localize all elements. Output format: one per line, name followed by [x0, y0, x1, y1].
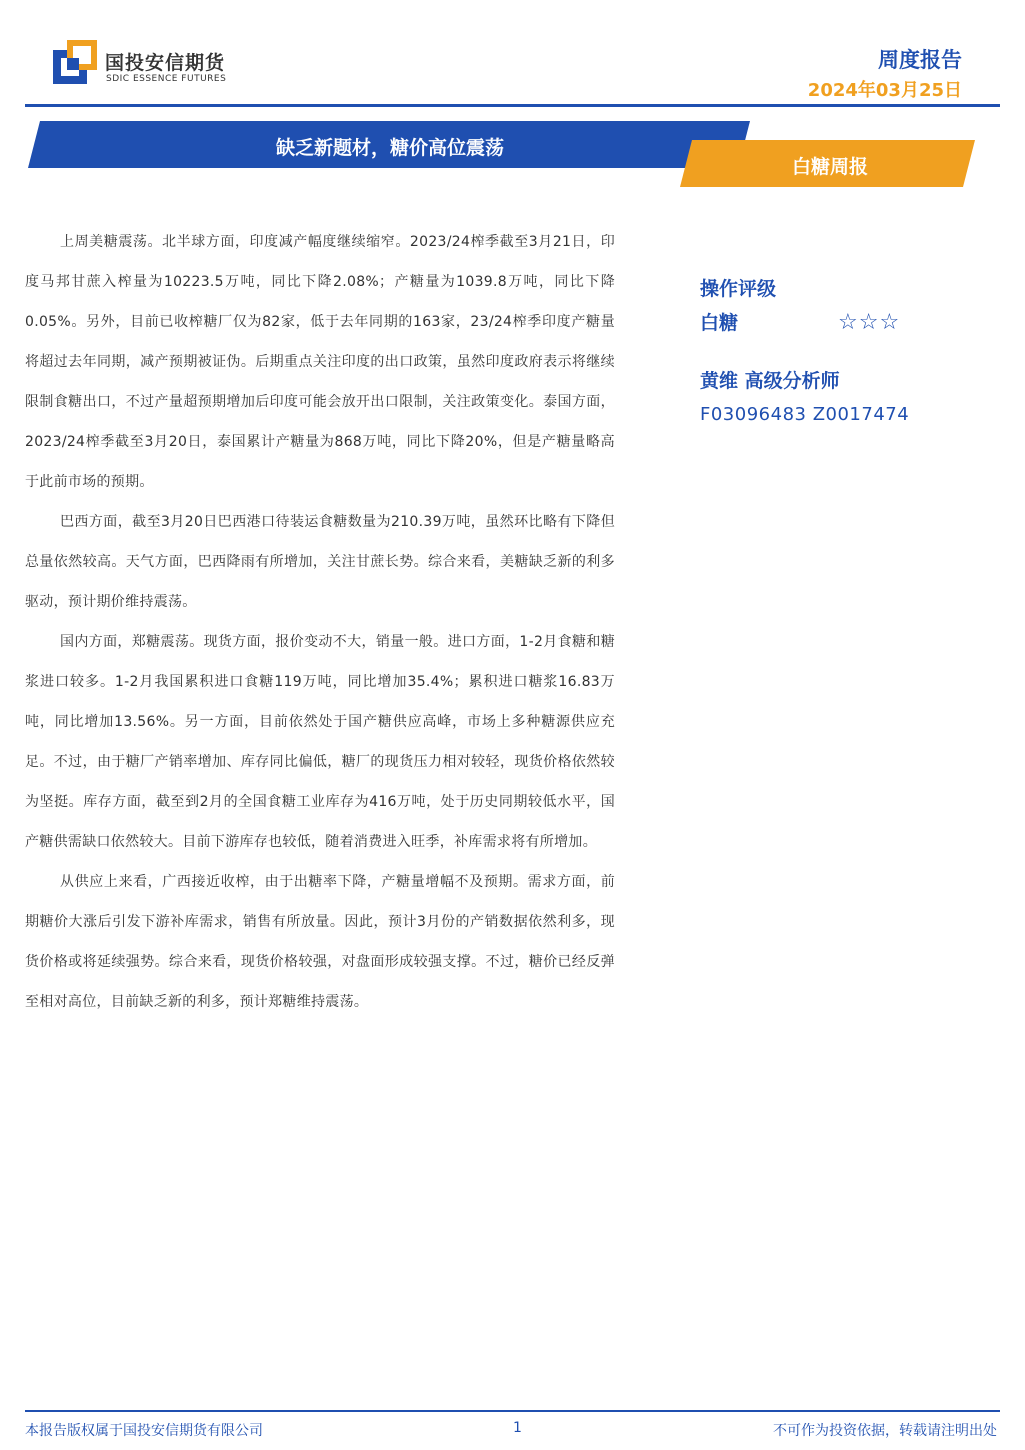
- body-paragraph: 上周美糖震荡。北半球方面，印度减产幅度继续缩窄。2023/24榨季截至3月21日，印度马邦甘蔗入榨量为10223.5万吨，同比下降2.08%；产糖量为1039.8万吨，同比下降0.05%。另外，目前已收榨糖厂仅为82家，低于去年同期的163家，23/24榨季印度产糖量将超过去年同期，减产预期被证伪。后期重点关注印度的出口政策，虽然印度政府表示将继续限制食糖出口，不过产量超预期增加后印度可能会放开出口限制，关注政策变化。泰国方面，2023/24榨季截至3月20日，泰国累计产糖量为868万吨，同比下降20%，但是产糖量略高于此前市场的预期。: [25, 234, 615, 490]
- logo-name-en: SDIC ESSENCE FUTURES: [106, 74, 227, 84]
- rating-row: [700, 306, 1000, 340]
- rating-label: 白糖: [700, 312, 739, 334]
- body-paragraph: 从供应上来看，广西接近收榨，由于出糖率下降，产糖量增幅不及预期。需求方面，前期糖价大涨后引发下游补库需求，销售有所放量。因此，预计3月份的产销数据依然利多，现货价格或将延续强势。综合来看，现货价格较强，对盘面形成较强支撑。不过，糖价已经反弹至相对高位，目前缺乏新的利多，预计郑糖维持震荡。: [25, 874, 615, 1010]
- page-number: 1: [513, 1420, 522, 1436]
- footer-divider: [25, 1410, 1000, 1412]
- star-rating-icon: ☆☆☆: [838, 310, 901, 335]
- footer-disclaimer: 不可作为投资依据，转载请注明出处: [773, 1423, 997, 1439]
- report-type: 周度报告: [878, 48, 962, 72]
- analyst-name: 黄维 高级分析师: [700, 370, 840, 392]
- body-paragraph: 巴西方面，截至3月20日巴西港口待装运食糖数量为210.39万吨，虽然环比略有下降但总量依然较高。天气方面，巴西降雨有所增加，关注甘蔗长势。综合来看，美糖缺乏新的利多驱动，预计期价维持震荡。: [25, 514, 615, 610]
- report-title: 缺乏新题材，糖价高位震荡: [275, 137, 504, 159]
- header-divider: [25, 104, 1000, 107]
- report-body: [25, 222, 615, 1022]
- analyst-license-codes: F03096483 Z0017474: [700, 404, 910, 425]
- rating-heading: 操作评级: [700, 278, 777, 300]
- footer-copyright: 本报告版权属于国投安信期货有限公司: [25, 1423, 263, 1439]
- company-logo: [53, 40, 253, 90]
- body-paragraph: 国内方面，郑糖震荡。现货方面，报价变动不大，销量一般。进口方面，1-2月食糖和糖浆进口较多。1-2月我国累积进口食糖119万吨，同比增加35.4%；累积进口糖浆16.83万吨，同比增加13.56%。另一方面，目前依然处于国产糖供应高峰，市场上多种糖源供应充足。不过，由于糖厂产销率增加、库存同比偏低，糖厂的现货压力相对较轻，现货价格依然较为坚挺。库存方面，截至到2月的全国食糖工业库存为416万吨，处于历史同期较低水平，国产糖供需缺口依然较大。目前下游库存也较低，随着消费进入旺季，补库需求将有所增加。: [25, 634, 615, 850]
- logo-name-cn: 国投安信期货: [105, 52, 226, 74]
- report-category-tag: 白糖周报: [791, 156, 868, 178]
- logo-mark-icon: [53, 40, 97, 84]
- report-date: 2024年03月25日: [807, 80, 962, 101]
- rating-panel: [700, 272, 1000, 432]
